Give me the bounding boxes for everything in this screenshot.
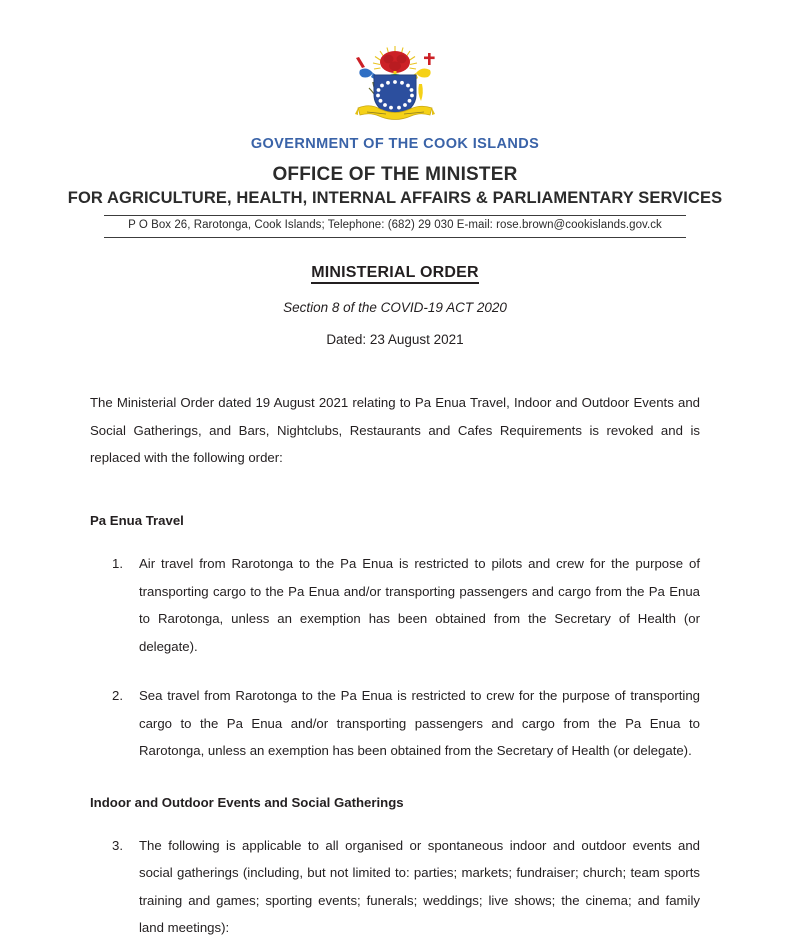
intro-paragraph: The Ministerial Order dated 19 August 2021 relating to Pa Enua Travel, Indoor and Outdoor Events and Social Gatherings, and Bars, Nightclubs, Restaurants and Cafes Requirements is revoked and is replaced with the following order: [90,395,700,466]
document-date: Dated: 23 August 2021 [326,332,464,348]
list-item [90,832,700,941]
list-item-text: Air travel from Rarotonga to the Pa Enua is restricted to pilots and crew for the purpose of transporting cargo to the Pa Enua and/or transporting passengers and cargo from the Pa Enua to Rarotonga, unless an exemption has been obtained from the Secretary of Health (or delegate). [139,556,700,654]
page-title-text: MINISTERIAL ORDER [311,264,479,284]
letterhead-address: P O Box 26, Rarotonga, Cook Islands; Telephone: (682) 29 030 E-mail: rose.brown@cookislands.gov.ck [128,219,662,232]
list-item-number: 1. [112,556,123,572]
list-item [90,550,700,660]
cook-islands-coat-of-arms-icon [342,44,448,122]
clause-list-indoor-outdoor-events [90,832,700,941]
office-title: OFFICE OF THE MINISTER [272,164,518,185]
crest-container [0,0,790,122]
government-line: GOVERNMENT OF THE COOK ISLANDS [250,136,540,152]
clause-list-pa-enua-travel [90,550,700,764]
document-body [0,389,790,941]
section-heading-indoor-outdoor-events: Indoor and Outdoor Events and Social Gatherings [90,794,404,810]
document-section-reference: Section 8 of the COVID-19 ACT 2020 [283,300,507,316]
list-item [90,682,700,764]
letterhead-rule-bottom [104,237,686,238]
section-heading-pa-enua-travel: Pa Enua Travel [90,513,184,529]
list-item-number: 2. [112,688,123,704]
list-item-text: The following is applicable to all organised or spontaneous indoor and outdoor events and social gatherings (including, but not limited to: parties; markets; fundraiser; church; team sports training and games; sporting events; funerals; weddings; live shows; the cinema; and family land meetings): [139,837,700,935]
list-item-text: Sea travel from Rarotonga to the Pa Enua is restricted to crew for the purpose of transporting cargo to the Pa Enua and/or transporting passengers and cargo from the Pa Enua to Rarotonga, unless an exemption has been obtained from the Secretary of Health (or delegate). [139,688,700,759]
office-subtitle: FOR AGRICULTURE, HEALTH, INTERNAL AFFAIRS & PARLIAMENTARY SERVICES [67,189,723,207]
page-title [0,264,790,282]
list-item-number: 3. [112,837,123,853]
